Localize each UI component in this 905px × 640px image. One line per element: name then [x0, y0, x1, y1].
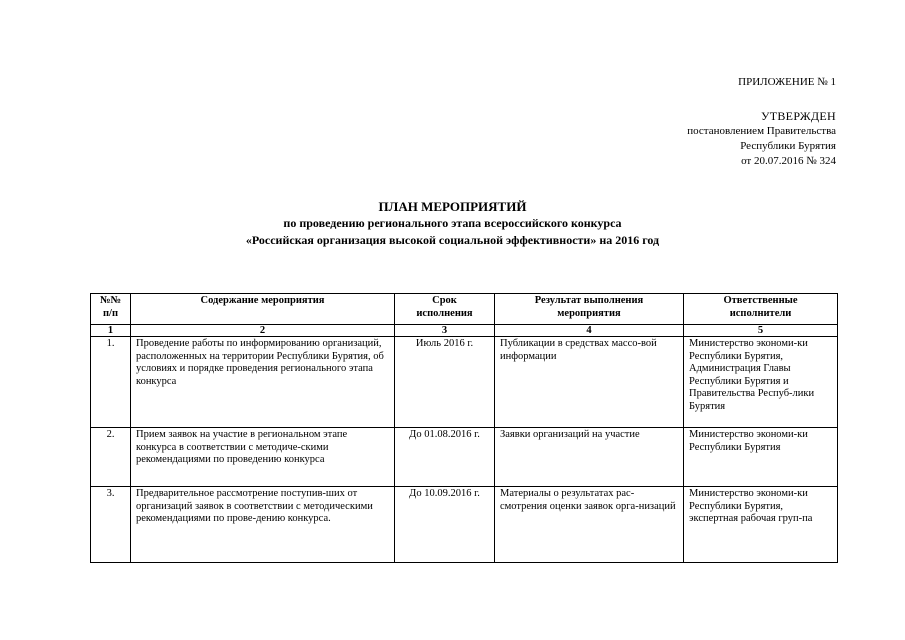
- row-number: 2.: [91, 428, 131, 487]
- table-row: [91, 337, 838, 428]
- column-number-row: [91, 325, 838, 337]
- header-deadline-line-1: Срок: [432, 295, 457, 306]
- header-content: Содержание мероприятия: [131, 294, 395, 325]
- row-number: 3.: [91, 487, 131, 563]
- header-result: [495, 294, 684, 325]
- row-result: Материалы о результатах рас-смотрения оценки заявок орга-низаций: [495, 487, 684, 563]
- row-responsible: Министерство экономи-ки Республики Бурятия, Администрация Главы Республики Бурятия и Правительства Респуб-лики Бурятия: [684, 337, 838, 428]
- row-content: Прием заявок на участие в региональном этапе конкурса в соответствии с методиче-скими рекомендациями по проведению конкурса: [131, 428, 395, 487]
- row-deadline: До 10.09.2016 г.: [395, 487, 495, 563]
- approval-line-2: Республики Бурятия: [740, 140, 836, 152]
- table-row: [91, 487, 838, 563]
- row-result: Заявки организаций на участие: [495, 428, 684, 487]
- plan-table: [90, 293, 838, 563]
- title-line-1: ПЛАН МЕРОПРИЯТИЙ: [378, 199, 527, 214]
- row-result: Публикации в средствах массо-вой информации: [495, 337, 684, 428]
- header-result-line-2: мероприятия: [557, 307, 621, 319]
- row-number: 1.: [91, 337, 131, 428]
- table-row: [91, 428, 838, 487]
- header-resp-line-2: исполнители: [729, 307, 792, 319]
- title-line-3: «Российская организация высокой социальной эффективности» на 2016 год: [245, 233, 660, 247]
- appendix-label: ПРИЛОЖЕНИЕ № 1: [738, 76, 836, 88]
- title-line-2: по проведению регионального этапа всероссийского конкурса: [283, 216, 622, 230]
- header-deadline: [395, 294, 495, 325]
- row-responsible: Министерство экономи-ки Республики Бурятия, экспертная рабочая груп-па: [684, 487, 838, 563]
- header-deadline-line-2: исполнения: [416, 307, 473, 319]
- col-number: 1: [91, 325, 131, 337]
- row-content: Предварительное рассмотрение поступив-ших от организаций заявок в соответствии с методическими рекомендациями по прове-дению конкурса.: [131, 487, 395, 563]
- header-num-line-1: №№: [99, 295, 122, 306]
- header-result-line-1: Результат выполнения: [534, 295, 644, 306]
- table-header-row: [91, 294, 838, 325]
- row-content: Проведение работы по информированию организаций, расположенных на территории Республики Бурятия, об условиях и порядке проведения регионального этапа конкурса: [131, 337, 395, 428]
- col-number: 5: [684, 325, 838, 337]
- row-responsible: Министерство экономи-ки Республики Бурятия: [684, 428, 838, 487]
- approval-block: [687, 109, 836, 169]
- col-number: 3: [395, 325, 495, 337]
- header-num: [91, 294, 131, 325]
- approval-line-1: постановлением Правительства: [687, 125, 836, 137]
- header-num-line-2: п/п: [102, 307, 119, 319]
- row-deadline: До 01.08.2016 г.: [395, 428, 495, 487]
- document-title: [0, 198, 905, 249]
- col-number: 2: [131, 325, 395, 337]
- approval-line-3: от 20.07.2016 № 324: [741, 155, 836, 167]
- row-deadline: Июль 2016 г.: [395, 337, 495, 428]
- header-responsible: [684, 294, 838, 325]
- col-number: 4: [495, 325, 684, 337]
- approved-label: УТВЕРЖДЕН: [760, 109, 836, 123]
- header-resp-line-1: Ответственные: [723, 295, 798, 306]
